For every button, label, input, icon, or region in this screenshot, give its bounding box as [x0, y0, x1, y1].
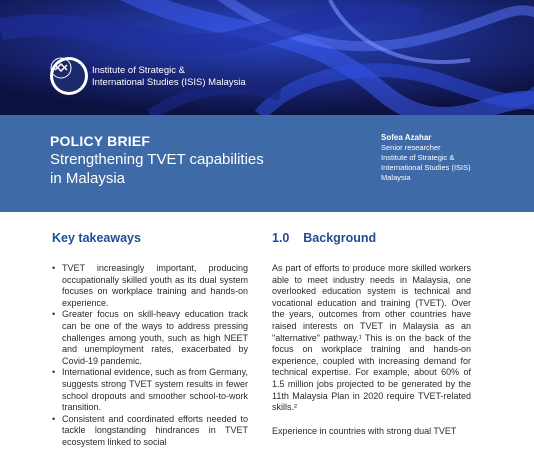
author-block [381, 133, 531, 183]
bullet-icon: • [52, 263, 56, 273]
org-name-line-2: International Studies (ISIS) Malaysia [92, 77, 246, 88]
cover-banner [0, 0, 534, 115]
background-paragraph-1: As part of efforts to produce more skilled workers able to meet industry needs in Malaysia, one overlooked education system is technical and vocational education and training (TVET). Over the years, outcomes from other countries have raised interests on TVET in Malaysia as an "alternative" pathway.¹ This is on the back of the focus on workplace training and hands-on experience, coupled with increasing demand for technical expertise. For example, about 60% of 1.5 million jobs projected to be generated by the 11th Malaysia Plan in 2020 require TVET-related skills.² [272, 263, 471, 413]
list-item: • Greater focus on skill-heavy education track can be one of the ways to address pressing challenges among youth, such as high NEET and unemployment rates, exacerbated by Covid-19 pandemic. [52, 309, 248, 366]
background-section [272, 231, 471, 437]
takeaways-list [52, 263, 248, 449]
background-heading: 1.0 Background [272, 231, 377, 245]
background-paragraph-2: Experience in countries with strong dual TVET [272, 425, 457, 436]
document-title [50, 150, 350, 188]
title-line-1: Strengthening TVET capabilities [50, 151, 264, 168]
list-item: • Consistent and coordinated efforts needed to tackle longstanding hindrances in TVET ecosystem linked to social [52, 413, 248, 447]
isis-logo [50, 57, 88, 95]
key-takeaways-heading: Key takeaways [52, 231, 141, 245]
isis-logo-emblem [53, 60, 85, 92]
org-name-line-1: Institute of Strategic & [92, 65, 185, 76]
bullet-icon: • [52, 413, 56, 424]
list-item: • International evidence, such as from Germany, suggests strong TVET system results in fewer school dropouts and smoother school-to-work transition. [52, 367, 248, 413]
bullet-icon: • [52, 367, 56, 378]
list-item: • TVET increasingly important, producing occupationally skilled youth as its dual system focuses on workplace training and hands-on experience. [52, 263, 248, 308]
author-name: Sofea Azahar [381, 133, 432, 142]
title-line-2: in Malaysia [50, 170, 126, 187]
author-org-line-1: Institute of Strategic & [381, 153, 455, 162]
bullet-icon: • [52, 309, 56, 320]
document-type-label: POLICY BRIEF [50, 133, 151, 149]
author-org-line-3: Malaysia [381, 173, 411, 182]
organization-name [92, 65, 282, 89]
author-org-line-2: International Studies (ISIS) [381, 163, 471, 172]
abstract-wave-graphic [0, 0, 534, 115]
isis-logo-icon [50, 57, 72, 79]
author-role: Senior researcher [381, 143, 441, 152]
key-takeaways-section [52, 231, 248, 449]
